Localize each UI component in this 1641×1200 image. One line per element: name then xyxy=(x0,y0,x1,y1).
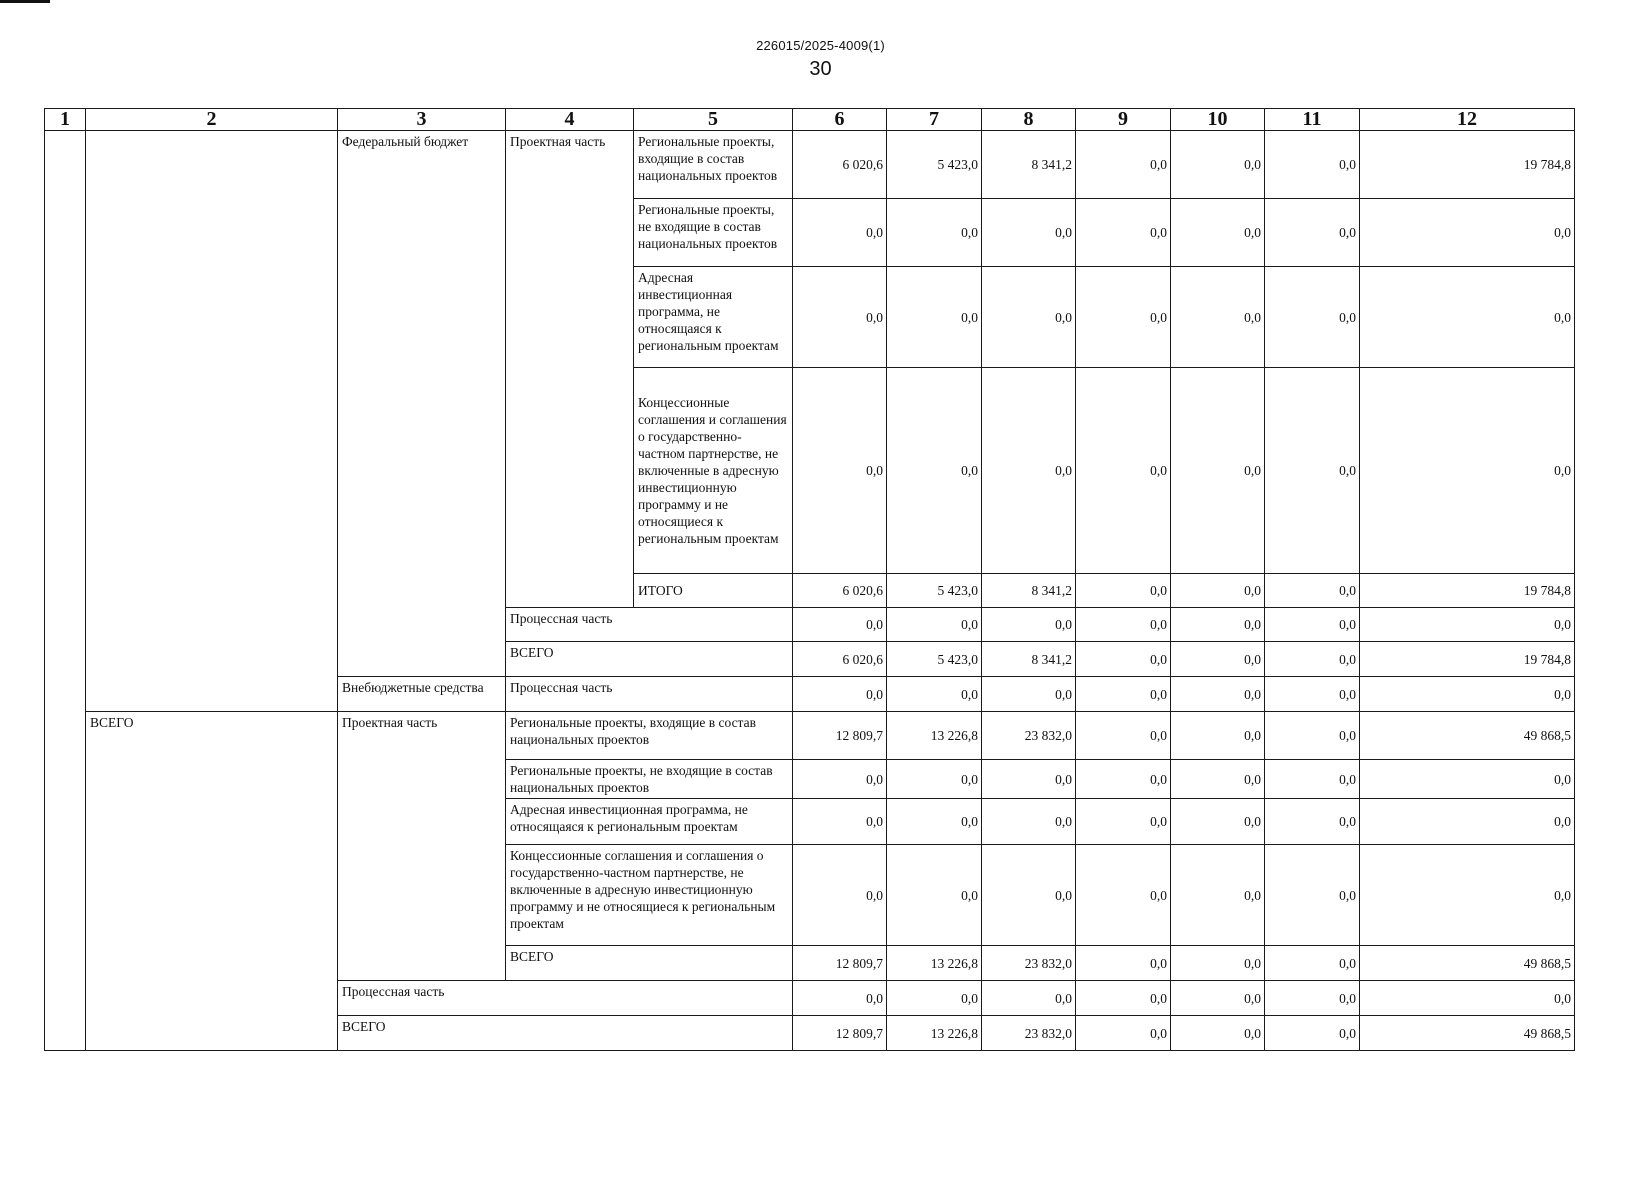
cell-col2: ВСЕГО xyxy=(86,712,338,1051)
value-cell: 12 809,7 xyxy=(793,1016,887,1051)
header-row xyxy=(45,109,1575,131)
value-cell: 0,0 xyxy=(1076,677,1171,712)
value-cell: 0,0 xyxy=(1076,1016,1171,1051)
value-cell: 0,0 xyxy=(887,608,982,642)
column-header: 6 xyxy=(793,109,887,131)
cell-col5: Концессионные соглашения и соглашения о государственно-частном партнерстве, не включенные в адресную инвестиционную программу и не относящиеся к региональным проектам xyxy=(634,368,793,574)
value-cell: 0,0 xyxy=(1076,946,1171,981)
value-cell: 0,0 xyxy=(1171,608,1265,642)
cell-col4: ВСЕГО xyxy=(506,642,793,677)
value-cell: 0,0 xyxy=(982,760,1076,799)
value-cell: 0,0 xyxy=(1360,677,1575,712)
value-cell: 0,0 xyxy=(887,845,982,946)
value-cell: 0,0 xyxy=(1265,712,1360,760)
cell-col4: Региональные проекты, не входящие в состав национальных проектов xyxy=(506,760,793,799)
value-cell: 23 832,0 xyxy=(982,946,1076,981)
value-cell: 0,0 xyxy=(1360,760,1575,799)
value-cell: 0,0 xyxy=(1265,199,1360,267)
value-cell: 8 341,2 xyxy=(982,642,1076,677)
value-cell: 0,0 xyxy=(793,199,887,267)
value-cell: 0,0 xyxy=(982,799,1076,845)
page-number: 30 xyxy=(809,58,832,80)
column-header: 7 xyxy=(887,109,982,131)
value-cell: 0,0 xyxy=(887,981,982,1016)
cell-col4: Концессионные соглашения и соглашения о государственно-частном партнерстве, не включенные в адресную инвестиционную программу и не относящиеся к региональным проектам xyxy=(506,845,793,946)
column-header: 8 xyxy=(982,109,1076,131)
value-cell: 0,0 xyxy=(1076,267,1171,368)
value-cell: 0,0 xyxy=(1360,608,1575,642)
value-cell: 0,0 xyxy=(1076,368,1171,574)
value-cell: 0,0 xyxy=(1360,368,1575,574)
table-row xyxy=(45,712,1575,760)
value-cell: 0,0 xyxy=(793,677,887,712)
cell-col5: ИТОГО xyxy=(634,574,793,608)
column-header: 1 xyxy=(45,109,86,131)
value-cell: 0,0 xyxy=(1171,712,1265,760)
value-cell: 0,0 xyxy=(982,368,1076,574)
value-cell: 23 832,0 xyxy=(982,1016,1076,1051)
value-cell: 0,0 xyxy=(793,608,887,642)
value-cell: 0,0 xyxy=(1265,799,1360,845)
cell-col5: Региональные проекты, не входящие в состав национальных проектов xyxy=(634,199,793,267)
value-cell: 6 020,6 xyxy=(793,574,887,608)
cell-col3: Процессная часть xyxy=(338,981,793,1016)
value-cell: 5 423,0 xyxy=(887,131,982,199)
cell-col4: Проектная часть xyxy=(506,131,634,608)
column-header: 10 xyxy=(1171,109,1265,131)
value-cell: 49 868,5 xyxy=(1360,712,1575,760)
value-cell: 0,0 xyxy=(1265,574,1360,608)
cell-col5: Региональные проекты, входящие в состав национальных проектов xyxy=(634,131,793,199)
value-cell: 8 341,2 xyxy=(982,574,1076,608)
column-header: 4 xyxy=(506,109,634,131)
value-cell: 0,0 xyxy=(1171,199,1265,267)
value-cell: 0,0 xyxy=(1076,845,1171,946)
value-cell: 0,0 xyxy=(793,368,887,574)
value-cell: 0,0 xyxy=(982,677,1076,712)
document-id: 226015/2025-4009(1) xyxy=(756,38,885,53)
value-cell: 0,0 xyxy=(1076,642,1171,677)
cell-col3: ВСЕГО xyxy=(338,1016,793,1051)
value-cell: 13 226,8 xyxy=(887,1016,982,1051)
value-cell: 0,0 xyxy=(1265,608,1360,642)
scan-edge-mark xyxy=(0,0,50,3)
value-cell: 0,0 xyxy=(1265,368,1360,574)
value-cell: 0,0 xyxy=(1265,267,1360,368)
value-cell: 0,0 xyxy=(1171,981,1265,1016)
value-cell: 0,0 xyxy=(793,799,887,845)
value-cell: 0,0 xyxy=(1171,574,1265,608)
value-cell: 0,0 xyxy=(887,199,982,267)
value-cell: 0,0 xyxy=(1171,799,1265,845)
column-header: 12 xyxy=(1360,109,1575,131)
column-header: 5 xyxy=(634,109,793,131)
value-cell: 19 784,8 xyxy=(1360,574,1575,608)
value-cell: 0,0 xyxy=(887,799,982,845)
value-cell: 0,0 xyxy=(1265,1016,1360,1051)
value-cell: 5 423,0 xyxy=(887,574,982,608)
value-cell: 0,0 xyxy=(887,677,982,712)
cell-col1 xyxy=(45,131,86,1051)
value-cell: 0,0 xyxy=(1171,131,1265,199)
value-cell: 12 809,7 xyxy=(793,712,887,760)
cell-col4: Региональные проекты, входящие в состав национальных проектов xyxy=(506,712,793,760)
value-cell: 0,0 xyxy=(793,267,887,368)
table-row xyxy=(45,131,1575,199)
cell-col3: Внебюджетные средства xyxy=(338,677,506,712)
value-cell: 0,0 xyxy=(1171,642,1265,677)
value-cell: 0,0 xyxy=(1171,368,1265,574)
value-cell: 0,0 xyxy=(1076,199,1171,267)
value-cell: 0,0 xyxy=(1360,845,1575,946)
value-cell: 5 423,0 xyxy=(887,642,982,677)
value-cell: 49 868,5 xyxy=(1360,946,1575,981)
value-cell: 19 784,8 xyxy=(1360,131,1575,199)
cell-col4: Адресная инвестиционная программа, не относящаяся к региональным проектам xyxy=(506,799,793,845)
cell-col3: Федеральный бюджет xyxy=(338,131,506,677)
value-cell: 0,0 xyxy=(887,368,982,574)
value-cell: 0,0 xyxy=(887,760,982,799)
value-cell: 0,0 xyxy=(1171,845,1265,946)
value-cell: 19 784,8 xyxy=(1360,642,1575,677)
value-cell: 0,0 xyxy=(982,845,1076,946)
value-cell: 23 832,0 xyxy=(982,712,1076,760)
value-cell: 8 341,2 xyxy=(982,131,1076,199)
column-header: 11 xyxy=(1265,109,1360,131)
value-cell: 0,0 xyxy=(982,608,1076,642)
value-cell: 0,0 xyxy=(1076,799,1171,845)
value-cell: 0,0 xyxy=(793,981,887,1016)
value-cell: 0,0 xyxy=(1265,760,1360,799)
value-cell: 0,0 xyxy=(982,199,1076,267)
value-cell: 0,0 xyxy=(1171,946,1265,981)
value-cell: 0,0 xyxy=(1265,845,1360,946)
value-cell: 0,0 xyxy=(1076,760,1171,799)
value-cell: 13 226,8 xyxy=(887,946,982,981)
value-cell: 0,0 xyxy=(982,981,1076,1016)
value-cell: 6 020,6 xyxy=(793,642,887,677)
value-cell: 0,0 xyxy=(1076,981,1171,1016)
value-cell: 0,0 xyxy=(982,267,1076,368)
value-cell: 0,0 xyxy=(1076,608,1171,642)
value-cell: 0,0 xyxy=(1360,981,1575,1016)
value-cell: 0,0 xyxy=(793,845,887,946)
budget-table xyxy=(44,108,1575,1051)
value-cell: 13 226,8 xyxy=(887,712,982,760)
value-cell: 0,0 xyxy=(1076,712,1171,760)
cell-col4: ВСЕГО xyxy=(506,946,793,981)
value-cell: 0,0 xyxy=(1265,131,1360,199)
value-cell: 0,0 xyxy=(1265,642,1360,677)
value-cell: 0,0 xyxy=(1360,799,1575,845)
cell-col5: Адресная инвестиционная программа, не относящаяся к региональным проектам xyxy=(634,267,793,368)
value-cell: 0,0 xyxy=(1171,267,1265,368)
value-cell: 0,0 xyxy=(887,267,982,368)
value-cell: 0,0 xyxy=(1076,574,1171,608)
value-cell: 0,0 xyxy=(1265,946,1360,981)
cell-col4: Процессная часть xyxy=(506,677,793,712)
cell-col3: Проектная часть xyxy=(338,712,506,981)
value-cell: 49 868,5 xyxy=(1360,1016,1575,1051)
value-cell: 0,0 xyxy=(1360,267,1575,368)
value-cell: 6 020,6 xyxy=(793,131,887,199)
value-cell: 0,0 xyxy=(793,760,887,799)
column-header: 3 xyxy=(338,109,506,131)
value-cell: 0,0 xyxy=(1265,981,1360,1016)
value-cell: 0,0 xyxy=(1076,131,1171,199)
value-cell: 0,0 xyxy=(1360,199,1575,267)
cell-col4: Процессная часть xyxy=(506,608,793,642)
value-cell: 12 809,7 xyxy=(793,946,887,981)
value-cell: 0,0 xyxy=(1171,677,1265,712)
value-cell: 0,0 xyxy=(1265,677,1360,712)
value-cell: 0,0 xyxy=(1171,1016,1265,1051)
value-cell: 0,0 xyxy=(1171,760,1265,799)
cell-col2 xyxy=(86,131,338,712)
column-header: 9 xyxy=(1076,109,1171,131)
column-header: 2 xyxy=(86,109,338,131)
